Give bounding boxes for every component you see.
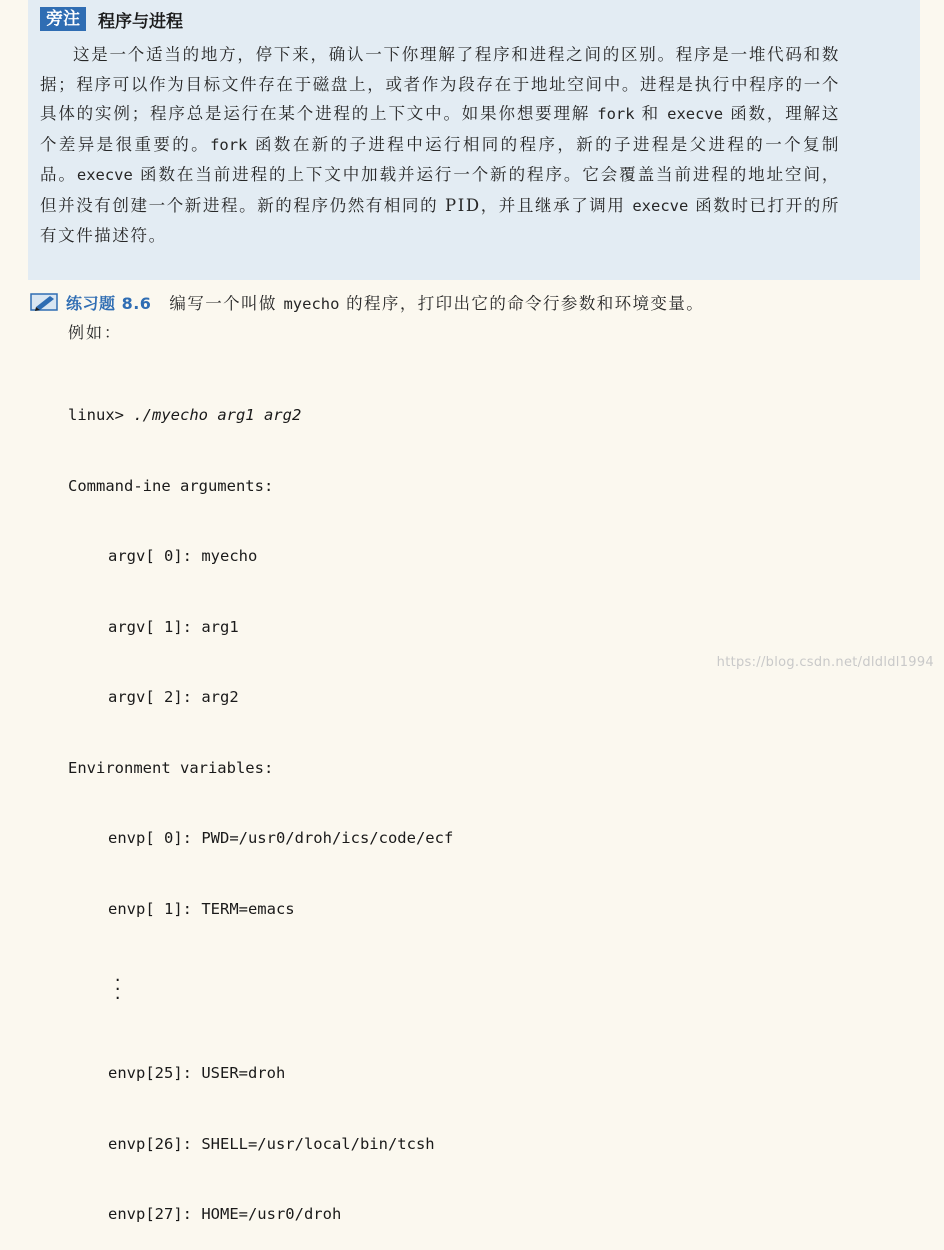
code-line: argv[ 1]: arg1: [108, 617, 239, 636]
aside-text-1: 这是一个适当的地方，停下来，确认一下你理解了程序和进程之间的区别。程序是一堆代码和数据；程序可以作为目标文件存在于磁盘上，或者作为段存在于地址空间中。进程是执行中程序的一个具体的实例；程序总是运行在某个进程的上下文中。如果你想要理解: [40, 45, 840, 123]
code-execve: execve: [667, 105, 724, 123]
aside-text-3: 函数，理解这个差异是很重要的。: [40, 104, 840, 154]
code-line: Environment variables:: [68, 758, 274, 777]
aside-paragraph: [40, 40, 840, 251]
code-line: envp[26]: SHELL=/usr/local/bin/tcsh: [108, 1134, 435, 1153]
code-execve: execve: [76, 166, 133, 184]
pencil-icon: [30, 291, 60, 313]
code-line: envp[25]: USER=droh: [108, 1064, 286, 1082]
aside-text-6: 函数时已打开的所有文件描述符。: [40, 195, 840, 245]
example-label: 例如：: [68, 323, 123, 342]
watermark: https://blog.csdn.net/dldldl1994: [716, 655, 934, 670]
code-line: Command-ine arguments:: [68, 476, 274, 495]
aside-text-4: 函数在新的子进程中运行相同的程序，新的子进程是父进程的一个复制品。: [40, 134, 840, 184]
code-fork: fork: [597, 105, 635, 123]
code-line: envp[27]: HOME=/usr0/droh: [108, 1205, 342, 1223]
code-line: envp[ 1]: TERM=emacs: [108, 899, 295, 918]
code-line: argv[ 0]: myecho: [108, 547, 258, 565]
aside-text-2: 和: [634, 104, 668, 123]
code-line-command: linux> ./myecho arg1 arg2: [68, 406, 302, 424]
code-fork: fork: [210, 135, 248, 154]
exercise-text: 编写一个叫做 myecho 的程序，打印出它的命令行参数和环境变量。: [169, 294, 705, 313]
aside-title: 程序与进程: [98, 11, 183, 32]
code-execve: execve: [632, 196, 689, 215]
code-line: envp[ 0]: PWD=/usr0/droh/ics/code/ecf: [108, 829, 454, 847]
exercise-label: 练习题 8.6: [66, 293, 152, 313]
exercise-line: [30, 290, 910, 314]
ellipsis: . . .: [113, 967, 123, 1003]
aside-header: [40, 6, 183, 32]
aside-tag: 旁注: [40, 7, 86, 31]
code-block: [68, 357, 453, 1250]
code-myecho: myecho: [283, 295, 340, 313]
code-line: argv[ 2]: arg2: [108, 688, 239, 706]
aside-text-5: 函数在当前进程的上下文中加载并运行一个新的程序。它会覆盖当前进程的地址空间，但并没有创建一个新进程。新的程序仍然有相同的 PID，并且继承了调用: [40, 165, 840, 215]
